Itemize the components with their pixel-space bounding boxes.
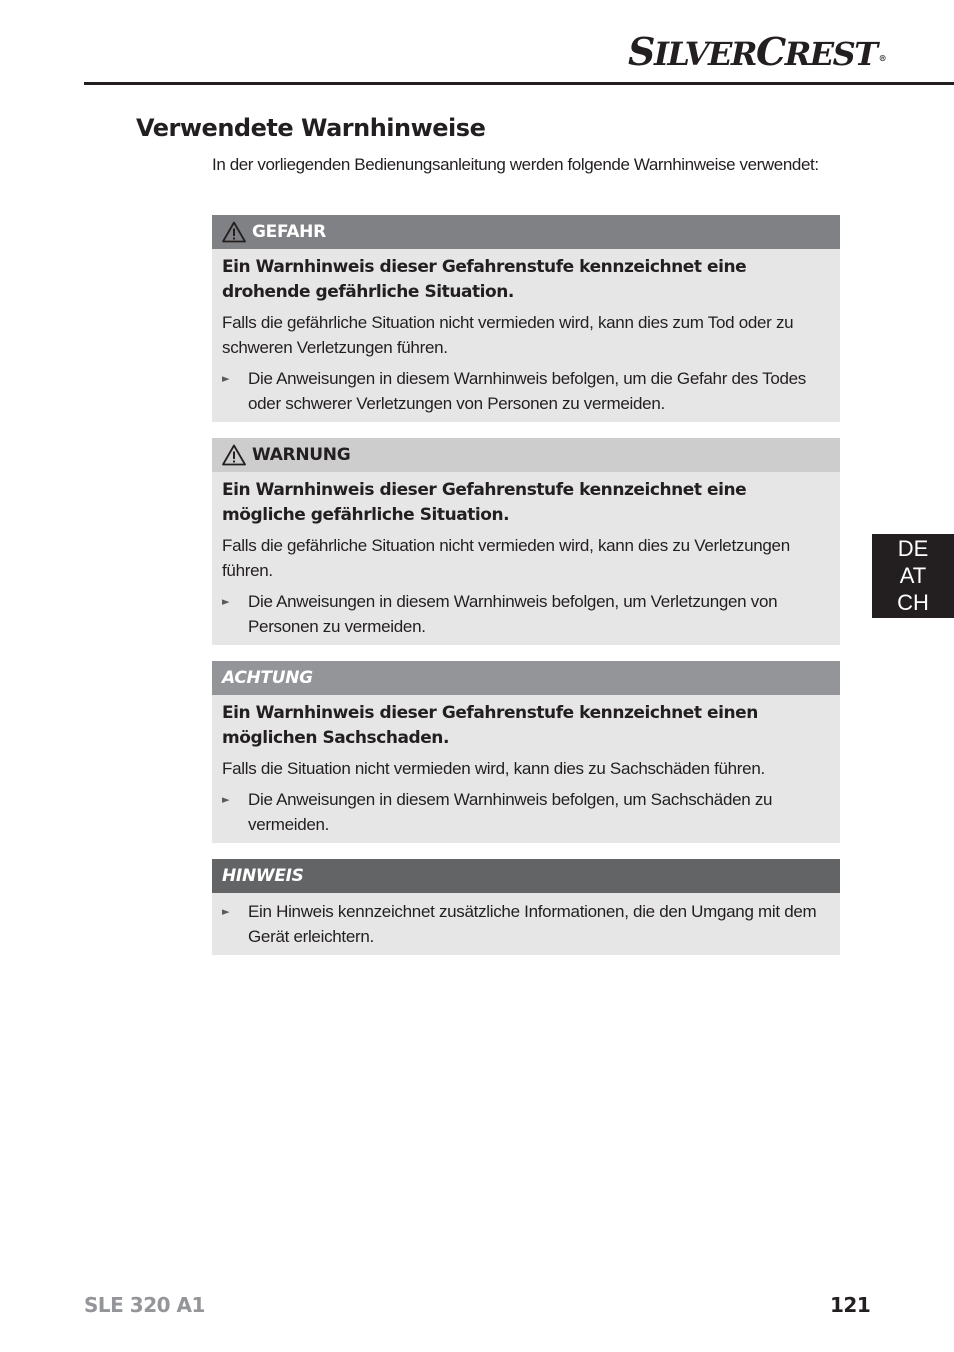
warning-label: WARNUNG [252, 445, 351, 465]
bullet-text: Die Anweisungen in diesem Warnhinweis befolgen, um Verletzungen von Personen zu vermeiden. [248, 592, 778, 636]
warning-bullet [222, 787, 830, 837]
warning-header [212, 859, 840, 893]
bullet-arrow-icon: ► [222, 905, 230, 918]
warning-label: ACHTUNG [222, 668, 313, 688]
silvercrest-logo [628, 29, 886, 74]
page-number: 121 [830, 1293, 871, 1317]
warning-header [212, 661, 840, 695]
bullet-text: Ein Hinweis kennzeichnet zusätzliche Informationen, die den Umgang mit dem Gerät erleichtern. [248, 902, 817, 946]
warning-triangle-icon [222, 444, 246, 466]
warning-description: Falls die Situation nicht vermieden wird, kann dies zu Sachschäden führen. [222, 759, 765, 778]
warning-label: HINWEIS [222, 866, 304, 886]
warning-bullet [222, 899, 830, 949]
bullet-arrow-icon: ► [222, 793, 230, 806]
language-de: DE [897, 536, 929, 561]
warning-box-achtung [212, 661, 840, 843]
warning-description: Falls die gefährliche Situation nicht vermieden wird, kann dies zum Tod oder zu schweren Verletzungen führen. [222, 313, 794, 357]
language-ch: CH [897, 590, 929, 615]
language-at: AT [899, 563, 927, 588]
bullet-text: Die Anweisungen in diesem Warnhinweis befolgen, um Sachschäden zu vermeiden. [248, 790, 773, 834]
intro-text: In der vorliegenden Bedienungsanleitung werden folgende Warnhinweise verwendet: [212, 155, 819, 174]
warning-box-hinweis [212, 859, 840, 955]
registered-mark: ® [878, 53, 886, 63]
warning-lead: Ein Warnhinweis dieser Gefahrenstufe kennzeichnet eine drohende gefährliche Situation. [222, 257, 747, 302]
warning-description: Falls die gefährliche Situation nicht vermieden wird, kann dies zu Verletzungen führen. [222, 536, 790, 580]
warning-box-gefahr [212, 215, 840, 422]
warning-triangle-icon [222, 221, 246, 243]
bullet-text: Die Anweisungen in diesem Warnhinweis befolgen, um die Gefahr des Todes oder schwerer Verletzungen von Personen zu vermeiden. [248, 369, 806, 413]
page-title: Verwendete Warnhinweise [136, 114, 486, 142]
bullet-arrow-icon: ► [222, 372, 230, 385]
footer-model: SLE 320 A1 [84, 1293, 205, 1317]
logo-letter: S [628, 29, 654, 74]
header-rule [84, 82, 954, 85]
warning-box-warnung [212, 438, 840, 645]
language-tab [872, 534, 954, 618]
warning-header [212, 215, 840, 249]
warning-header [212, 438, 840, 472]
logo-text: ILVER [653, 35, 756, 73]
logo-text: REST [784, 35, 877, 73]
warning-lead: Ein Warnhinweis dieser Gefahrenstufe kennzeichnet eine mögliche gefährliche Situation. [222, 480, 747, 525]
warning-bullet [222, 589, 830, 639]
warning-label: GEFAHR [252, 222, 326, 242]
warning-bullet [222, 366, 830, 416]
warning-lead: Ein Warnhinweis dieser Gefahrenstufe kennzeichnet einen möglichen Sachschaden. [222, 703, 758, 748]
logo-letter: C [755, 29, 785, 74]
bullet-arrow-icon: ► [222, 595, 230, 608]
